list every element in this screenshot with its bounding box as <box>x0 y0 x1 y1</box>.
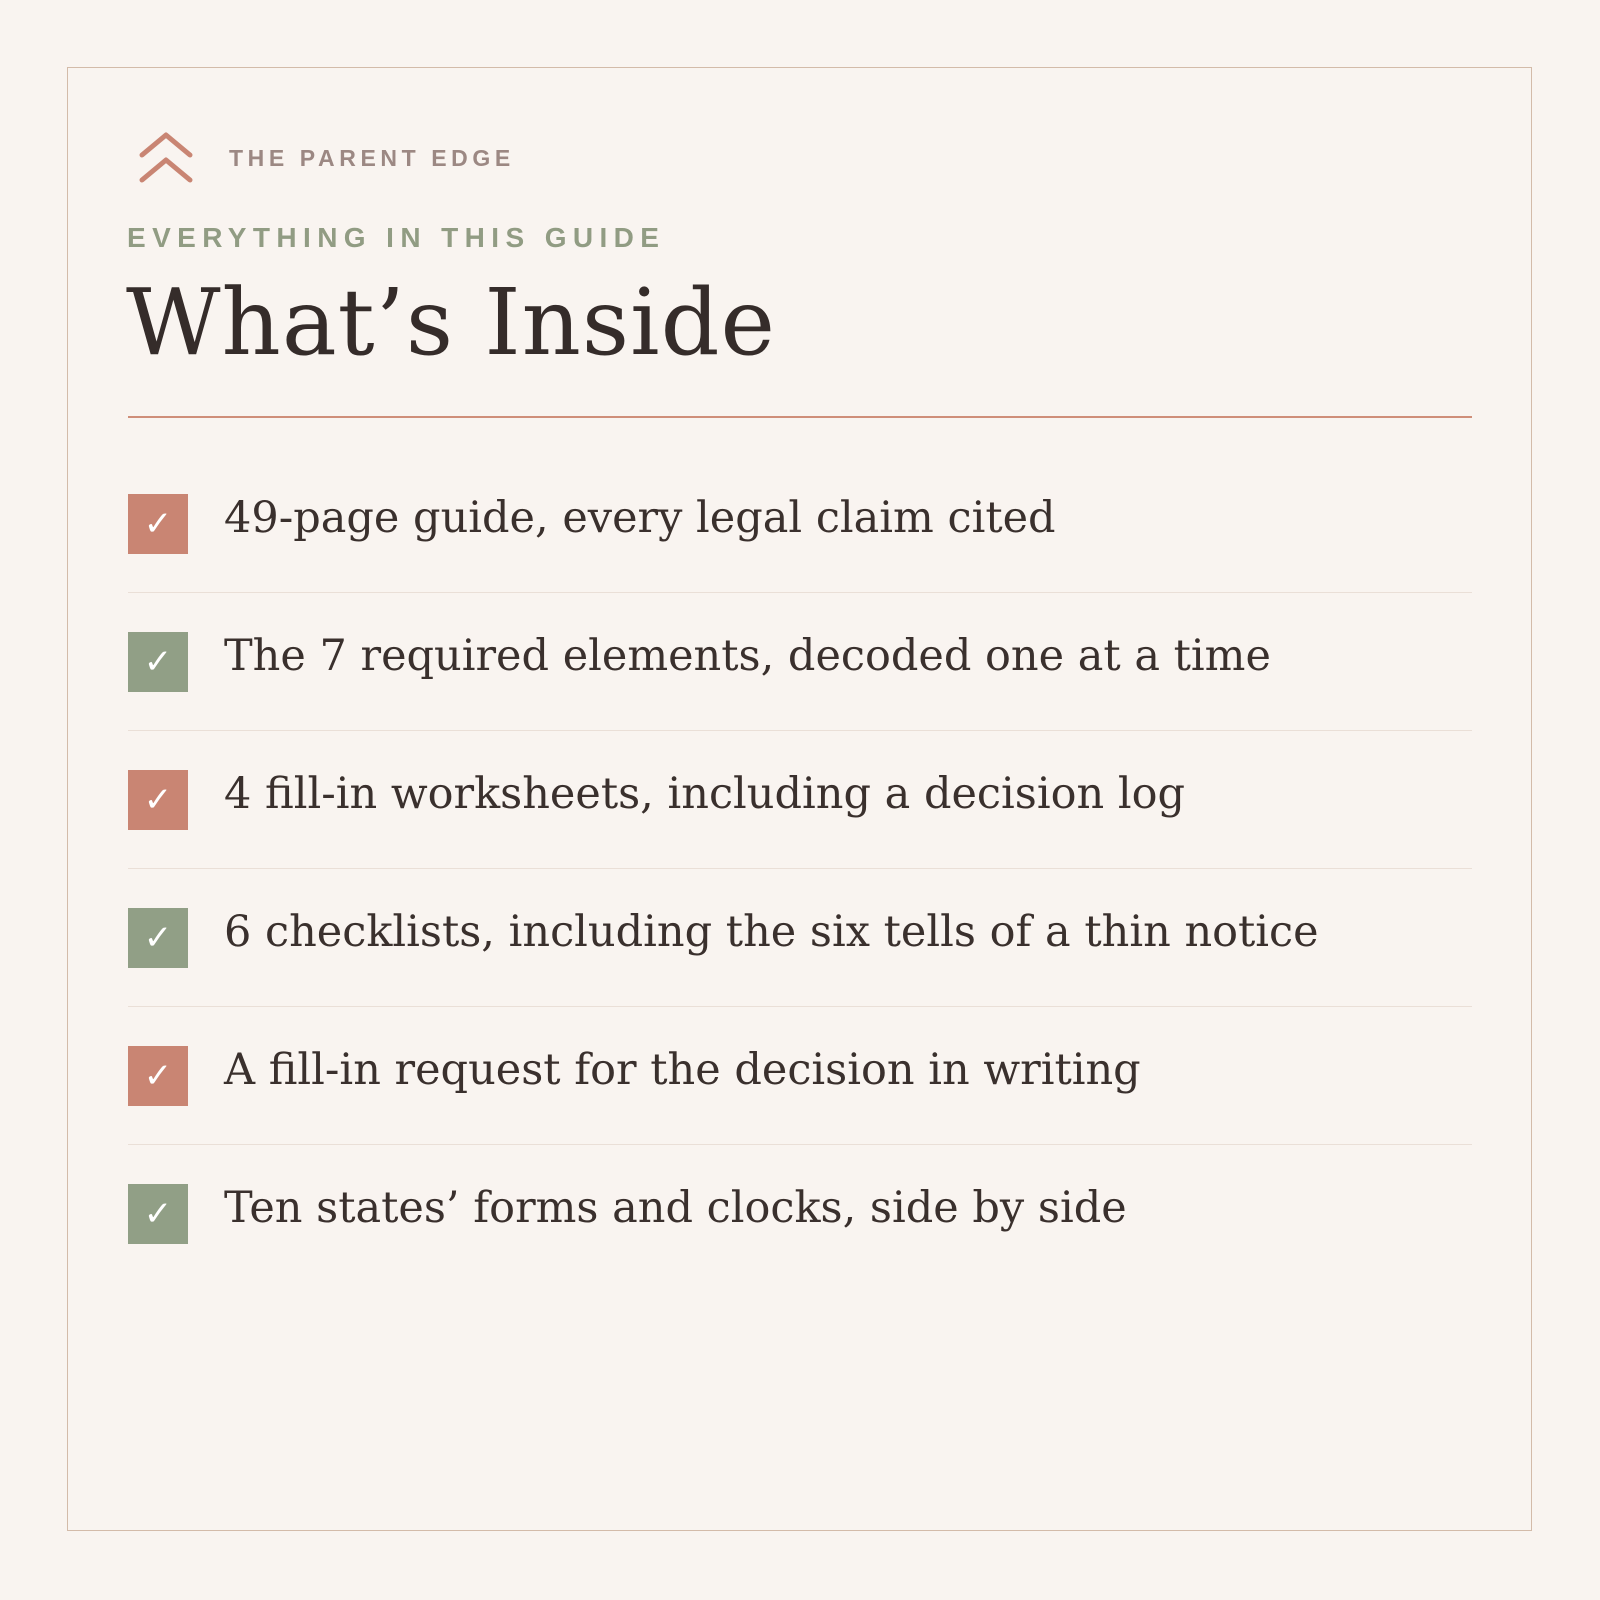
list-item-text: 49-page guide, every legal claim cited <box>224 492 1056 543</box>
list-item <box>128 731 1472 869</box>
list-item <box>128 1145 1472 1283</box>
list-item <box>128 1007 1472 1145</box>
checkmark-icon: ✓ <box>128 908 188 968</box>
list-item-text: 6 checklists, including the six tells of a thin notice <box>224 906 1319 957</box>
page-title: What’s Inside <box>126 269 776 376</box>
list-item-text: 4 fill-in worksheets, including a decision log <box>224 768 1185 819</box>
checkmark-icon: ✓ <box>128 494 188 554</box>
list-item <box>128 869 1472 1007</box>
checkmark-icon: ✓ <box>128 1184 188 1244</box>
list-item-text: The 7 required elements, decoded one at a time <box>224 630 1271 681</box>
checkmark-icon: ✓ <box>128 1046 188 1106</box>
list-item-text: Ten states’ forms and clocks, side by side <box>224 1183 1127 1233</box>
list-item <box>128 455 1472 593</box>
contents-list <box>128 455 1472 1283</box>
brand-name: THE PARENT EDGE <box>229 144 515 171</box>
title-divider <box>128 416 1472 418</box>
brand-header <box>137 130 515 186</box>
checkmark-icon: ✓ <box>128 632 188 692</box>
list-item <box>128 593 1472 731</box>
section-eyebrow: EVERYTHING IN THIS GUIDE <box>127 222 666 253</box>
list-item-text: A fill-in request for the decision in writing <box>224 1044 1141 1095</box>
checkmark-icon: ✓ <box>128 770 188 830</box>
double-chevron-up-icon <box>137 130 195 186</box>
